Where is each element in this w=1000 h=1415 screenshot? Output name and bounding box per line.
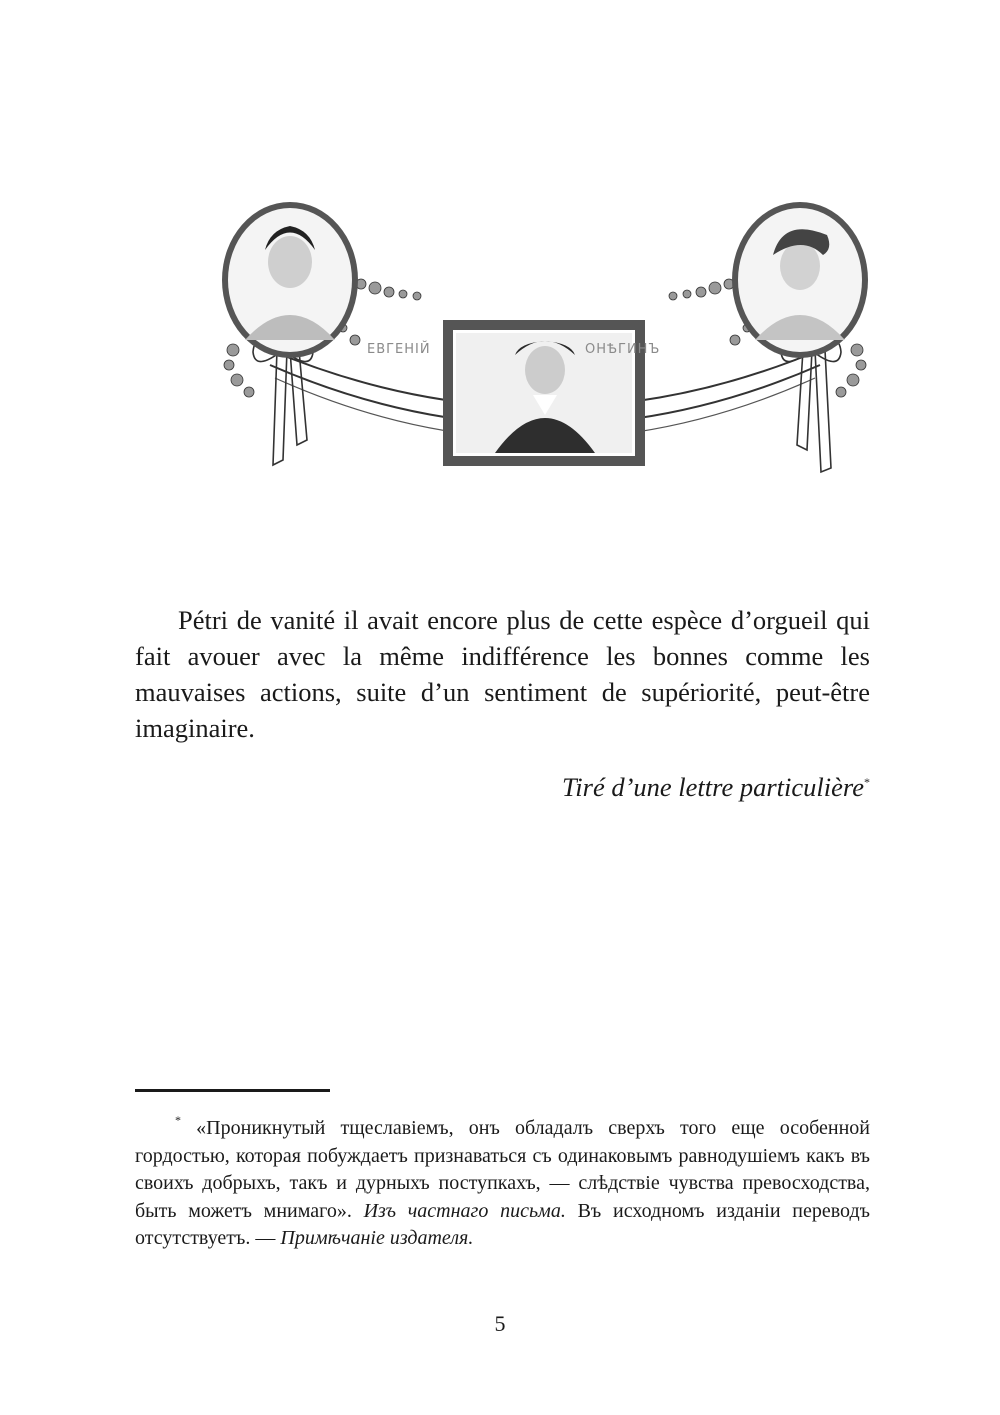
- footnote-source: Изъ частнаго письма.: [363, 1199, 566, 1222]
- footnote: [135, 1107, 870, 1253]
- title-illustration: [215, 200, 875, 555]
- footnote-marker: *: [175, 1113, 181, 1127]
- page-number: 5: [494, 1311, 506, 1336]
- footnote-note: Въ исходномъ изданіи переводъ отсутствуетъ. —: [135, 1199, 870, 1249]
- eugene-onegin-ornament: [215, 200, 875, 555]
- left-portrait: [222, 202, 358, 358]
- footnote-main-text: «Проникнутый тщеславіемъ, онъ обладалъ сверхъ того еще особенной гордостью, которая побуждаетъ признаваться съ одинаковымъ равнодушіемъ какъ въ своихъ добрыхъ, такъ и дурныхъ поступкахъ, — слѣдствіе чувства превосходства, быть можетъ мнимаго».: [135, 1117, 870, 1222]
- left-title-label: ЕВГЕНІЙ: [367, 342, 431, 357]
- right-title-label: ОНѢГИНЪ: [585, 342, 661, 357]
- footnote-divider: [135, 1089, 330, 1092]
- epigraph-text: Pétri de vanité il avait encore plus de cette espèce d’orgueil qui fait avouer avec la même indifférence les bonnes comme les mauvaises actions, suite d’un sentiment de supériorité, peut-être imaginaire.: [135, 605, 870, 743]
- right-portrait: [732, 202, 868, 358]
- footnote-editor-note: Примѣчаніе издателя.: [280, 1227, 474, 1249]
- epigraph-source-text: Tiré d’une lettre particulière: [562, 772, 864, 802]
- epigraph-source: [562, 772, 870, 803]
- footnote-reference: *: [864, 775, 870, 789]
